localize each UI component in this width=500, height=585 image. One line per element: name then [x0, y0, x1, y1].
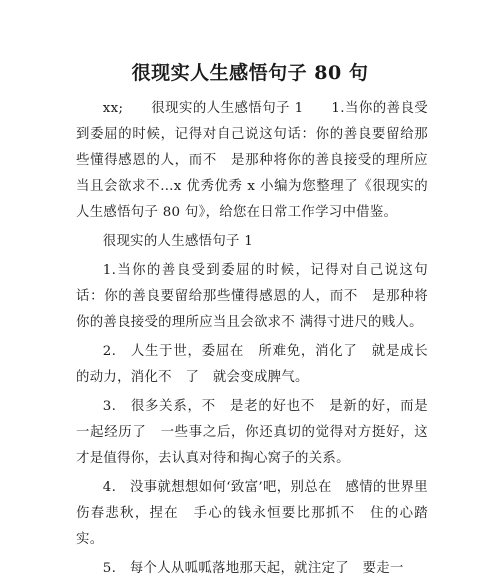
list-item: 3. 很多关系，不 是老的好也不 是新的好，而是一起经历了 一些事之后，你还真切的觉得对方挺好，这才是值得你，去认真对待和掏心窝子的关系。 — [76, 399, 428, 466]
document-body — [76, 96, 428, 585]
list-item: 2. 人生于世，委屈在 所难免，消化了 就是成长的动力，消化不 了 就会变成脾气。 — [76, 344, 428, 385]
list-item: 1.当你的善良受到委屈的时候，记得对自己说这句话：你的善良要留给那些懂得感恩的人，而不 是那种将你的善良接受的理所应当且会欲求不 满得寸进尺的贱人。 — [76, 263, 428, 330]
intro-paragraph: xx; 很现实的人生感悟句子 1 1.当你的善良受到委屈的时候，记得对自己说这句话：你的善良要留给那些懂得感恩的人，而不 是那种将你的善良接受的理所应当且会欲求不…x 优秀优秀 x 小编为您整理了《很现实的人生感悟句子 80 句》，给您在日常工作学习中借鉴。 — [76, 101, 428, 220]
list-item: 5. 每个人从呱呱落地那天起，就注定了 要走一 — [102, 561, 404, 576]
list-item: 4. 没事就想想如何‘致富’吧，别总在 感情的世界里伤春悲秋，捏在 手心的钱永恒要比那抓不 住的心踏实。 — [76, 480, 428, 547]
section-subheading: 很现实的人生感悟句子 1 — [102, 234, 254, 249]
document-title: 很现实人生感悟句子 80 句 — [131, 62, 369, 84]
